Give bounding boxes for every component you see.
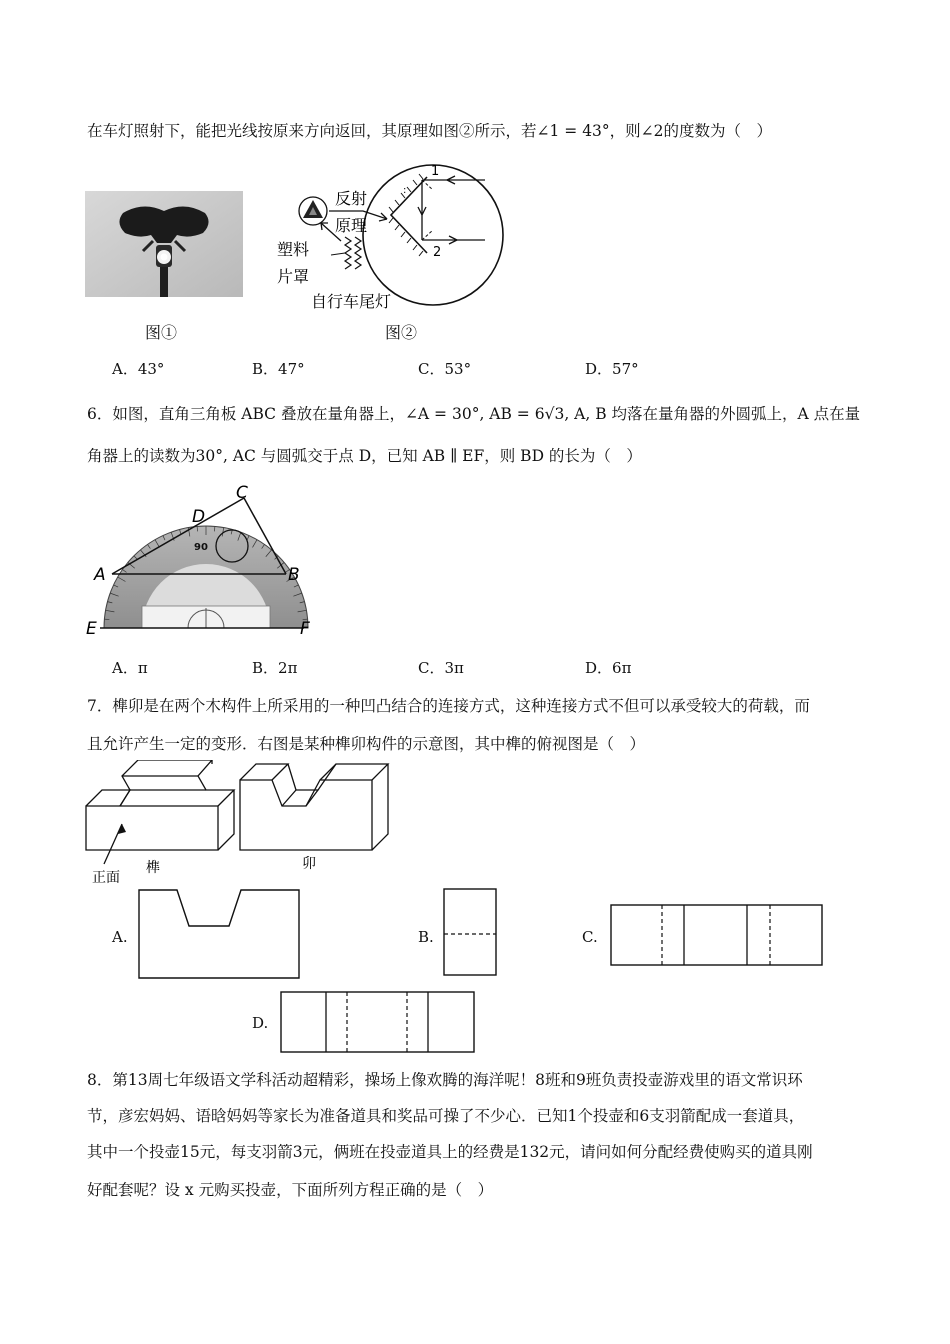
q6-stem-line1: 6．如图，直角三角板 ABC 叠放在量角器上，∠A = 30°, AB = 6√3, A, B 均落在量角器的外圆弧上，A 点在量 [87,405,861,423]
fig2-angle-2: 2 [433,245,442,260]
q5-option-a[interactable]: A．43° [112,360,165,378]
q5-option-b[interactable]: B．47° [252,360,305,378]
q7-option-a-drawing[interactable] [137,888,301,980]
q6-option-a[interactable]: A．π [112,659,148,677]
q5-option-c[interactable]: C．53° [418,360,472,378]
fig2-dot-marker: : [403,185,407,196]
label-E: E [86,619,97,639]
label-tenon: 榫 [146,860,160,876]
q7-option-d-drawing[interactable] [280,991,476,1053]
figure-protractor [82,480,332,640]
q8-stem-line2: 节，彦宏妈妈、语晗妈妈等家长为准备道具和奖品可操了不少心．已知1个投壶和6支羽箭配成一套道具， [87,1107,805,1125]
q7-option-b-drawing[interactable] [443,888,497,976]
q6-option-d[interactable]: D．6π [585,659,632,677]
fig2-angle-1: 1 [431,164,440,179]
figure-1-caption: 图① [145,323,178,342]
figure-1-photo [85,191,243,297]
fig2-label-cover: 片罩 [277,267,310,286]
q6-stem-line2: 角器上的读数为30°, AC 与圆弧交于点 D，已知 AB ∥ EF，则 BD 的长为（ ） [87,447,642,465]
q7-option-b[interactable]: B. [418,928,434,946]
label-B: B [288,565,300,585]
q7-option-a[interactable]: A. [112,928,128,946]
fig2-label-taillight: 自行车尾灯 [311,292,392,311]
q8-stem-line3: 其中一个投壶15元，每支羽箭3元，俩班在投壶道具上的经费是132元，请问如何分配经费使购买的道具刚 [87,1143,813,1161]
q5-stem-line1: 在车灯照射下，能把光线按原来方向返回，其原理如图②所示，若∠1 = 43°，则∠2的度数为（ ） [87,122,773,140]
protractor-mark-90: 90 [194,542,208,553]
q7-stem-line2: 且允许产生一定的变形．右图是某种榫卯构件的示意图，其中榫的俯视图是（ ） [87,735,646,753]
label-A: A [94,565,106,585]
figure-2-caption: 图② [385,323,418,342]
label-mortise: 卯 [302,856,316,872]
fig2-label-principle: 原理 [335,216,368,235]
q7-stem-line1: 7．榫卯是在两个木构件上所采用的一种凹凸结合的连接方式，这种连接方式不但可以承受较大的荷载，而 [87,697,810,715]
q7-option-c-drawing[interactable] [610,904,824,966]
label-front: 正面 [92,870,120,886]
q6-option-b[interactable]: B．2π [252,659,298,677]
q8-stem-line1: 8．第13周七年级语文学科活动超精彩，操场上像欢腾的海洋呢！8班和9班负责投壶游戏里的语文常识环 [87,1071,803,1089]
label-C: C [236,483,248,503]
figure-2-reflection [275,155,505,313]
q7-option-c[interactable]: C. [582,928,598,946]
q7-option-d[interactable]: D. [252,1014,269,1032]
q8-stem-line4: 好配套呢？设 x 元购买投壶，下面所列方程正确的是（ ） [87,1181,494,1199]
q5-option-d[interactable]: D．57° [585,360,639,378]
q6-option-c[interactable]: C．3π [418,659,464,677]
label-D: D [192,507,206,527]
fig2-label-plastic: 塑料 [277,240,310,259]
label-F: F [300,619,310,639]
fig2-label-reflect: 反射 [335,189,368,208]
figure-tenon-mortise [82,760,392,890]
